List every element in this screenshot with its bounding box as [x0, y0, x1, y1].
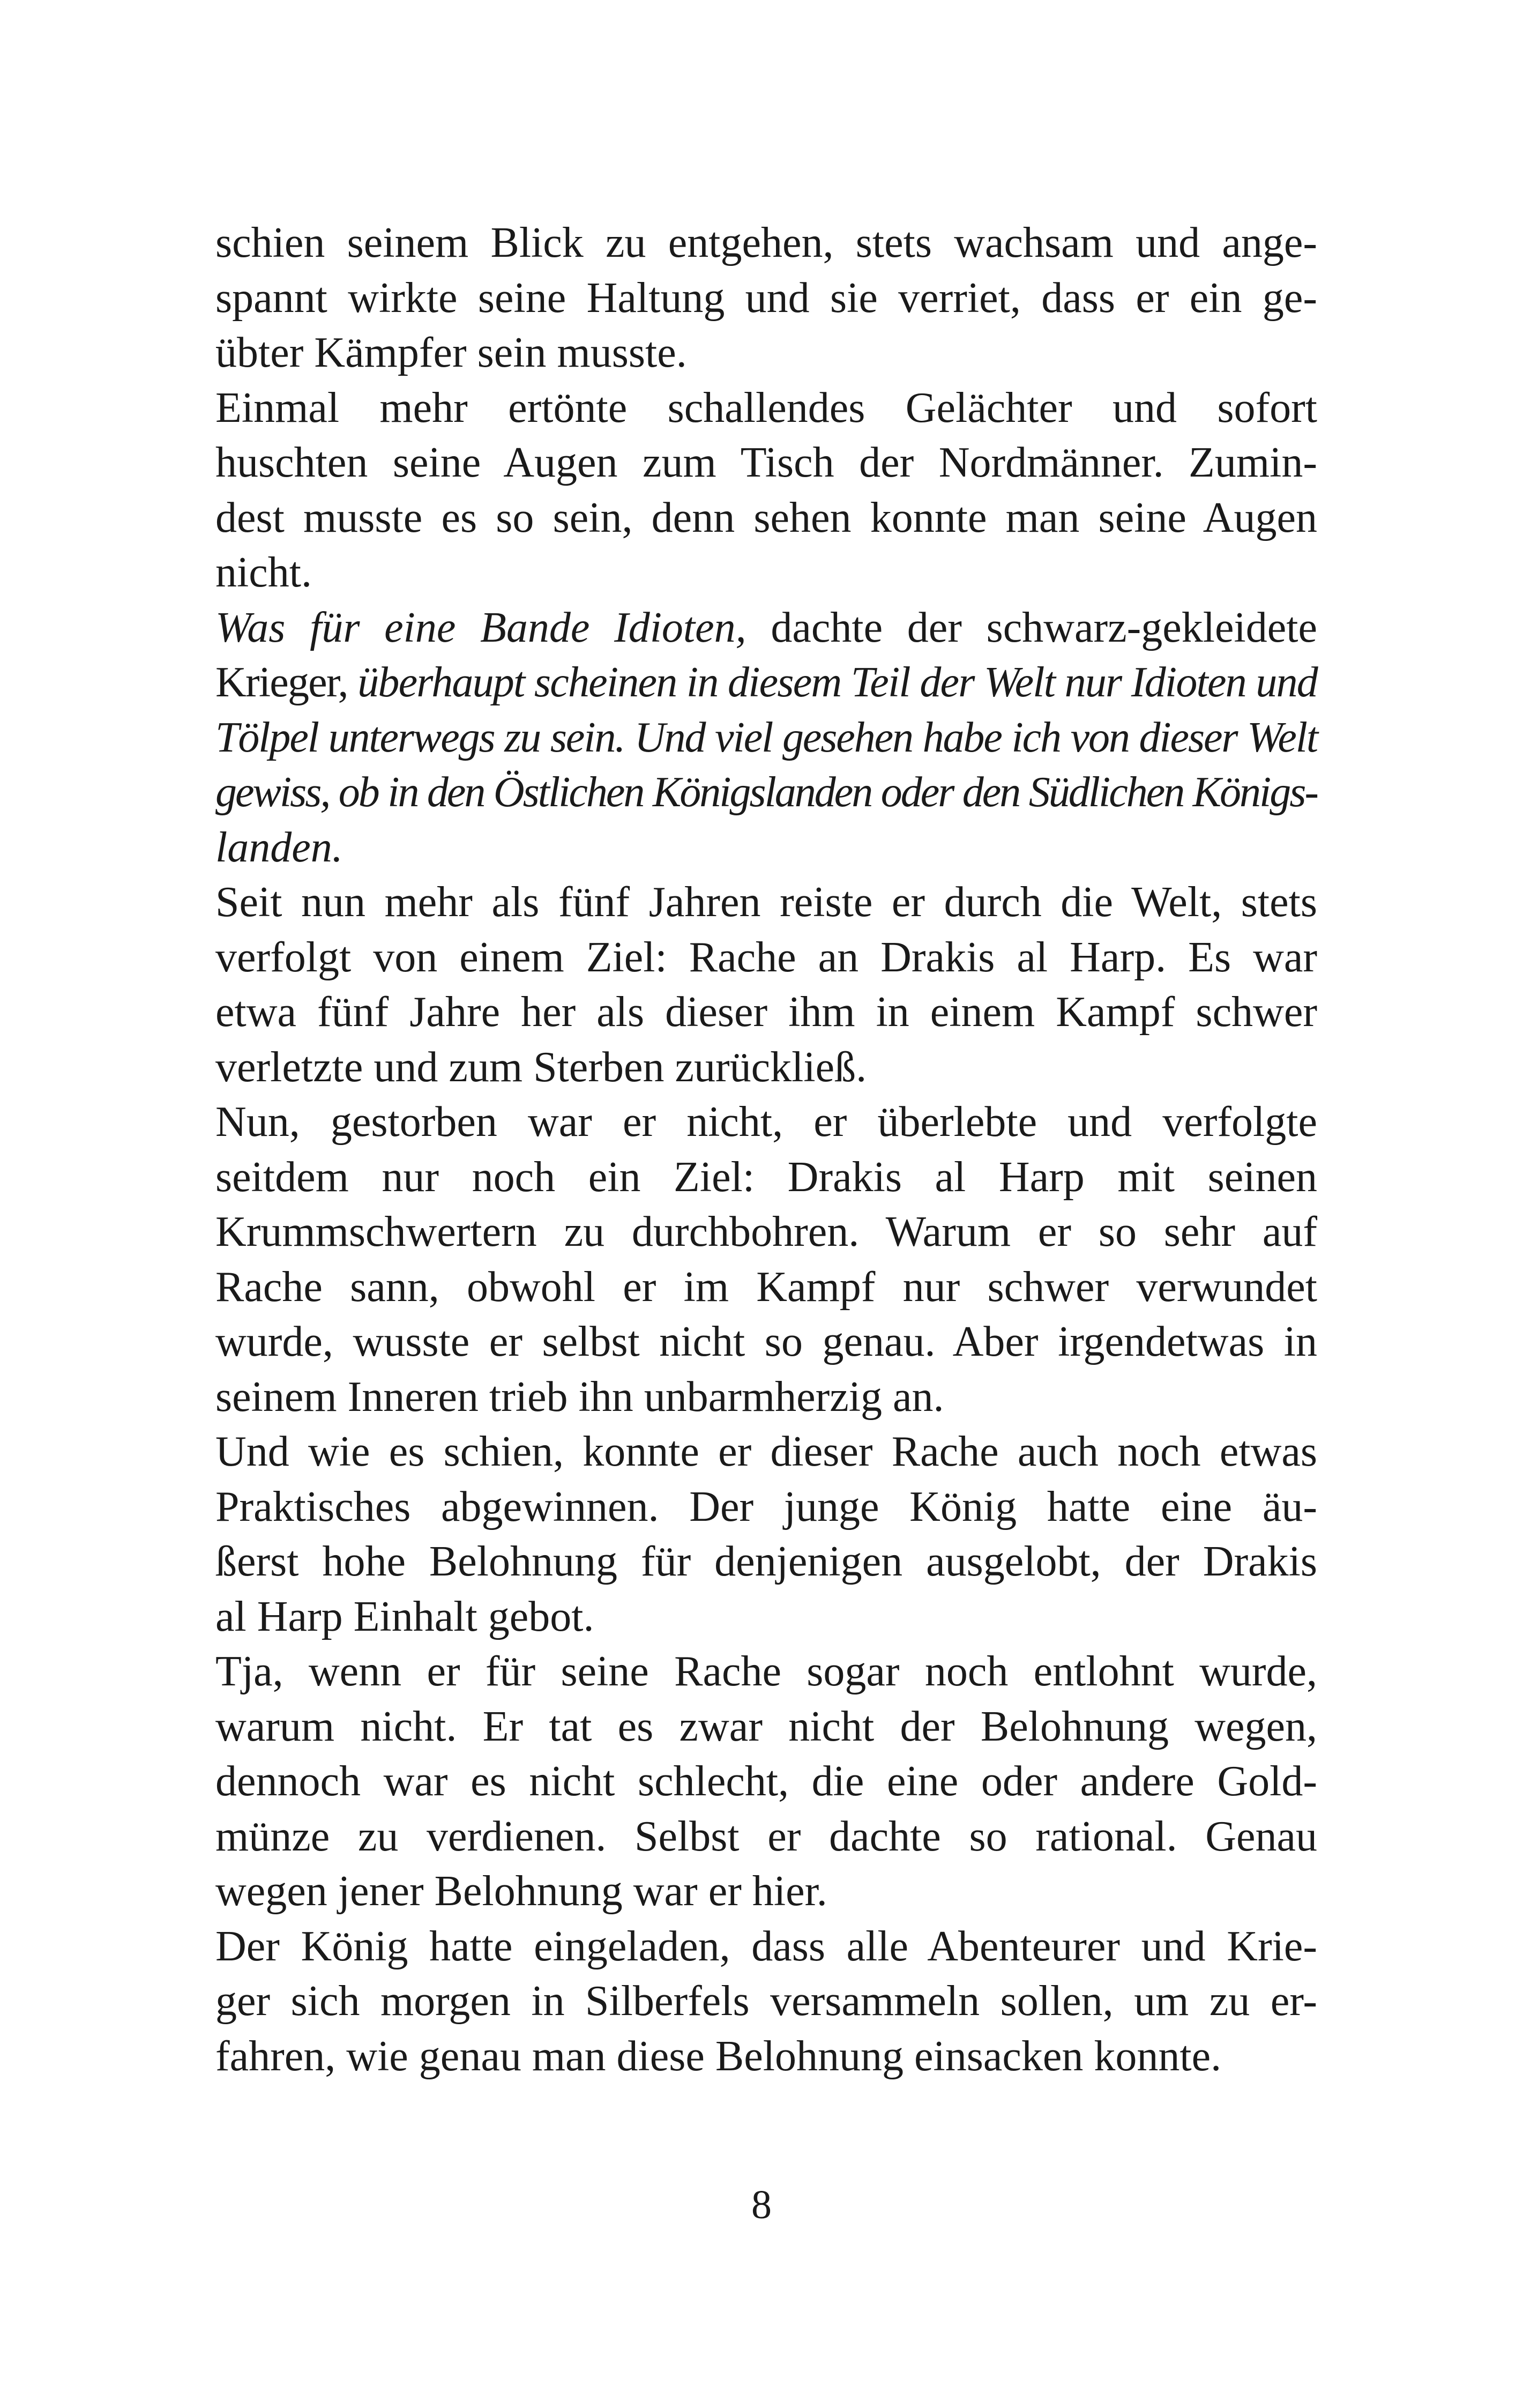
paragraph — [215, 1644, 1317, 1919]
paragraph — [215, 381, 1317, 600]
text-run: verletzte und zum Sterben zurückließ. — [215, 1043, 867, 1091]
text-run: Nun, gestorben war er nicht, er überlebte und verfolgte — [215, 1098, 1317, 1146]
text-line — [215, 1040, 1317, 1095]
text-line — [215, 1150, 1317, 1205]
text-run: dest musste es so sein, denn sehen konnte man seine Augen — [215, 494, 1317, 541]
text-line — [215, 820, 1317, 875]
text-line — [215, 875, 1317, 930]
paragraph — [215, 1095, 1317, 1424]
text-run: wegen jener Belohnung war er hier. — [215, 1868, 827, 1915]
text-line — [215, 271, 1317, 326]
text-run: schien seinem Blick zu entgehen, stets wachsam und ange- — [215, 219, 1317, 266]
text-line — [215, 710, 1317, 765]
text-run: huschten seine Augen zum Tisch der Nordmänner. Zumin- — [215, 439, 1317, 486]
text-run: etwa fünf Jahre her als dieser ihm in einem Kampf schwer — [215, 989, 1317, 1036]
italic-text: überhaupt scheinen in diesem Teil der Welt nur Idioten und — [357, 659, 1317, 706]
text-line — [215, 1314, 1317, 1370]
text-run: dachte der schwarz-gekleidete — [746, 604, 1317, 651]
text-line — [215, 435, 1317, 490]
text-line — [215, 1260, 1317, 1315]
text-run: ger sich morgen in Silberfels versammeln sollen, um zu er- — [215, 1978, 1317, 2025]
text-line — [215, 1644, 1317, 1699]
text-run: Einmal mehr ertönte schallendes Gelächter und sofort — [215, 384, 1317, 432]
italic-text: Tölpel unterwegs zu sein. Und viel gesehen habe ich von dieser Welt — [215, 714, 1317, 761]
text-line — [215, 765, 1317, 820]
text-line — [215, 1589, 1317, 1645]
text-run: seitdem nur noch ein Ziel: Drakis al Harp mit seinen — [215, 1153, 1317, 1201]
text-line — [215, 1864, 1317, 1919]
paragraph — [215, 1424, 1317, 1644]
text-run: Und wie es schien, konnte er dieser Rache auch noch etwas — [215, 1428, 1317, 1475]
body-text — [215, 215, 1317, 2084]
text-run: übter Kämpfer sein musste. — [215, 329, 687, 376]
text-run: Tja, wenn er für seine Rache sogar noch entlohnt wurde, — [215, 1648, 1317, 1695]
paragraph — [215, 215, 1317, 381]
text-run: fahren, wie genau man diese Belohnung einsacken konnte. — [215, 2032, 1222, 2080]
text-run: Seit nun mehr als fünf Jahren reiste er durch die Welt, stets — [215, 879, 1317, 926]
text-run: Krummschwertern zu durchbohren. Warum er so sehr auf — [215, 1208, 1317, 1255]
text-run: Praktisches abgewinnen. Der junge König hatte eine äu- — [215, 1483, 1317, 1530]
paragraph — [215, 1919, 1317, 2084]
text-line — [215, 1974, 1317, 2029]
text-line — [215, 1809, 1317, 1864]
paragraph — [215, 875, 1317, 1095]
text-run: al Harp Einhalt gebot. — [215, 1593, 594, 1640]
text-line — [215, 985, 1317, 1040]
text-line — [215, 1919, 1317, 1974]
text-line — [215, 545, 1317, 600]
text-run: warum nicht. Er tat es zwar nicht der Belohnung wegen, — [215, 1703, 1317, 1750]
text-run: nicht. — [215, 549, 312, 596]
text-line — [215, 2029, 1317, 2084]
text-line — [215, 325, 1317, 381]
text-line — [215, 600, 1317, 656]
text-line — [215, 1754, 1317, 1809]
text-line — [215, 1370, 1317, 1425]
text-line — [215, 1205, 1317, 1260]
text-line — [215, 655, 1317, 710]
italic-text: landen. — [215, 823, 343, 871]
text-line — [215, 1095, 1317, 1150]
text-run: seinem Inneren trieb ihn unbarmherzig an. — [215, 1373, 944, 1421]
text-line — [215, 930, 1317, 985]
text-line — [215, 381, 1317, 436]
text-run: Der König hatte eingeladen, dass alle Abenteurer und Krie- — [215, 1922, 1317, 1970]
text-line — [215, 1480, 1317, 1535]
text-line — [215, 1424, 1317, 1480]
text-line — [215, 490, 1317, 546]
text-run: spannt wirkte seine Haltung und sie verriet, dass er ein ge- — [215, 274, 1317, 322]
text-line — [215, 215, 1317, 271]
italic-text: Was für eine Bande Idioten, — [215, 604, 746, 651]
page-number: 8 — [751, 2182, 772, 2227]
paragraph — [215, 600, 1317, 875]
italic-text: gewiss, ob in den Östlichen Königslanden oder den Südlichen Königs- — [215, 769, 1317, 816]
text-run: Rache sann, obwohl er im Kampf nur schwer verwundet — [215, 1263, 1317, 1311]
text-run: verfolgt von einem Ziel: Rache an Drakis al Harp. Es war — [215, 933, 1317, 981]
text-run: wurde, wusste er selbst nicht so genau. Aber irgendetwas in — [215, 1318, 1317, 1365]
text-run: münze zu verdienen. Selbst er dachte so rational. Genau — [215, 1812, 1317, 1860]
text-line — [215, 1699, 1317, 1755]
text-run: ßerst hohe Belohnung für denjenigen ausgelobt, der Drakis — [215, 1538, 1317, 1585]
text-line — [215, 1534, 1317, 1589]
text-run: dennoch war es nicht schlecht, die eine oder andere Gold- — [215, 1758, 1317, 1805]
text-run: Krieger, — [215, 659, 358, 706]
